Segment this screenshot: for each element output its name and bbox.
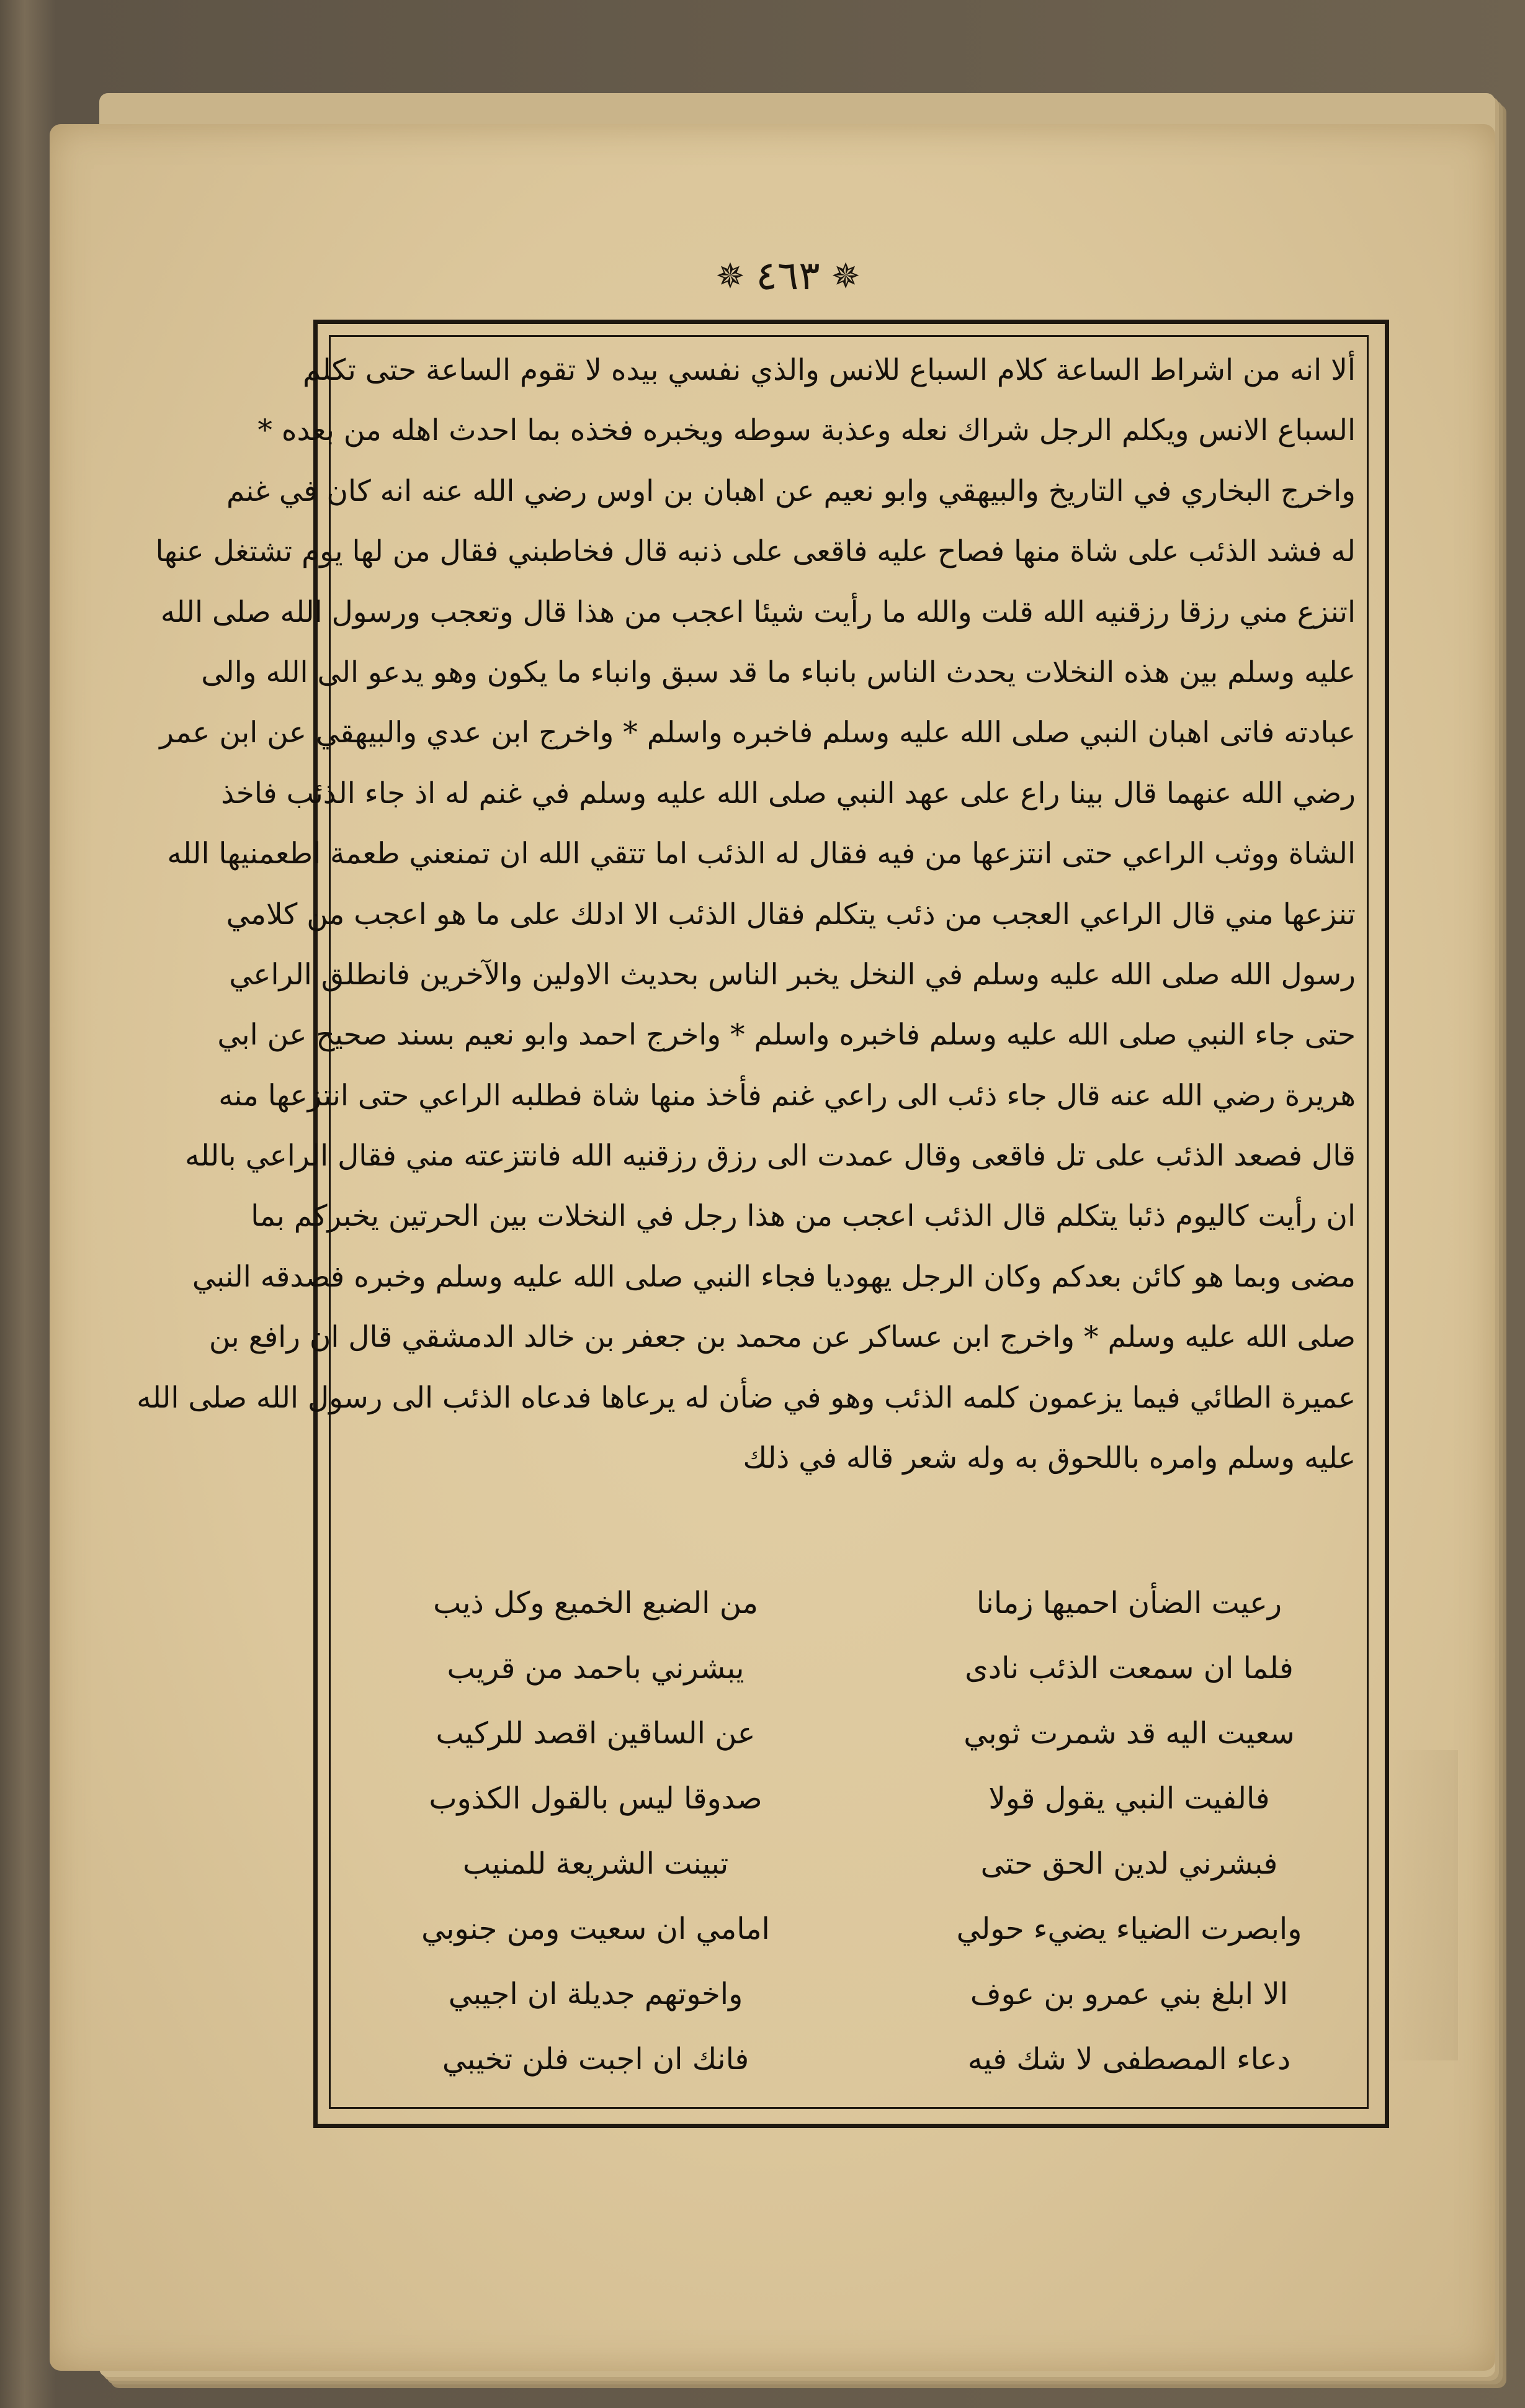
text-line: تنزعها مني قال الراعي العجب من ذئب يتكلم فقال الذئب الا ادلك على ما هو اعجب من كلامي <box>226 897 1356 932</box>
poem-hemistich-second: امامي ان سعيت ومن جنوبي <box>421 1911 770 1946</box>
poem-couplet <box>372 1831 1353 1896</box>
text-line: رضي الله عنهما قال بينا راع على عهد النبي صلى الله عليه وسلم في غنم له اذ جاء الذئب فاخذ <box>221 776 1356 811</box>
text-line: عليه وسلم وامره باللحوق به وله شعر قاله في ذلك <box>743 1441 1356 1476</box>
poem-hemistich-first: الا ابلغ بني عمرو بن عوف <box>970 1976 1289 2011</box>
poem-hemistich-first: سعيت اليه قد شمرت ثوبي <box>964 1715 1295 1751</box>
page-header <box>658 242 918 310</box>
poem-hemistich-first: رعيت الضأن احميها زمانا <box>976 1585 1282 1620</box>
text-line: مضى وبما هو كائن بعدكم وكان الرجل يهوديا فجاء النبي صلى الله عليه وسلم وخبره فصدقه النبي <box>192 1259 1356 1294</box>
poem-couplet <box>372 1961 1353 2026</box>
poem-couplet <box>372 1896 1353 1961</box>
poem-block <box>372 1570 1353 2091</box>
prose-text-block <box>136 340 1356 1488</box>
poem-couplet <box>372 1570 1353 1635</box>
text-line: السباع الانس ويكلم الرجل شراك نعله وعذبة سوطه ويخبره فخذه بما احدث اهله من بعده * <box>257 413 1356 448</box>
poem-hemistich-second: من الضبع الخميع وكل ذيب <box>433 1585 758 1620</box>
poem-hemistich-first: فالفيت النبي يقول قولا <box>988 1781 1270 1816</box>
text-line: اتنزع مني رزقا رزقنيه الله قلت والله ما رأيت شيئا اعجب من هذا قال وتعجب ورسول الله صلى الله <box>160 595 1356 629</box>
poem-hemistich-first: فبشرني لدين الحق حتى <box>980 1846 1278 1881</box>
poem-couplet <box>372 1635 1353 1700</box>
text-line: عليه وسلم بين هذه النخلات يحدث الناس بانباء ما قد سبق وانباء ما يكون وهو يدعو الى الله والى <box>201 655 1356 690</box>
page-margin-shadow <box>1384 1750 1458 2060</box>
text-line: الشاة ووثب الراعي حتى انتزعها من فيه فقال له الذئب اما تتقي الله ان تمنعني طعمة اطعمنيها الله <box>167 837 1356 871</box>
text-line: ان رأيت كاليوم ذئبا يتكلم قال الذئب اعجب من هذا رجل في النخلات بين الحرتين يخبركم بما <box>251 1199 1356 1234</box>
poem-hemistich-second: تبينت الشريعة للمنيب <box>462 1846 729 1881</box>
poem-couplet <box>372 1700 1353 1766</box>
text-line: هريرة رضي الله عنه قال جاء ذئب الى راعي غنم فأخذ منها شاة فطلبه الراعي حتى انتزعها منه <box>218 1078 1356 1113</box>
ornament-icon: ✵ <box>715 256 745 297</box>
poem-hemistich-second: صدوقا ليس بالقول الكذوب <box>429 1781 762 1816</box>
poem-couplet <box>372 1766 1353 1831</box>
text-line: رسول الله صلى الله عليه وسلم في النخل يخبر الناس بحديث الاولين والآخرين فانطلق الراعي <box>229 957 1356 992</box>
poem-couplet <box>372 2026 1353 2091</box>
text-line: قال فصعد الذئب على تل فاقعى وقال عمدت الى رزق رزقنيه الله فانتزعته مني فقال الراعي بالله <box>185 1139 1356 1174</box>
text-line: حتى جاء النبي صلى الله عليه وسلم فاخبره واسلم * واخرج احمد وابو نعيم بسند صحيح عن ابي <box>217 1018 1356 1053</box>
poem-hemistich-second: فانك ان اجبت فلن تخيبي <box>442 2041 749 2077</box>
poem-hemistich-second: واخوتهم جديلة ان اجيبي <box>448 1976 743 2011</box>
text-line: ألا انه من اشراط الساعة كلام السباع للانس والذي نفسي بيده لا تقوم الساعة حتى تكلم <box>302 353 1356 387</box>
ornament-icon: ✵ <box>831 256 861 297</box>
poem-hemistich-first: دعاء المصطفى لا شك فيه <box>967 2041 1291 2077</box>
text-line: صلى الله عليه وسلم * واخرج ابن عساكر عن محمد بن جعفر بن خالد الدمشقي قال ان رافع بن <box>208 1320 1356 1355</box>
text-line: عميرة الطائي فيما يزعمون كلمه الذئب وهو في ضأن له يرعاها فدعاه الذئب الى رسول الله صلى الله <box>136 1380 1356 1415</box>
text-line: عبادته فاتى اهبان النبي صلى الله عليه وسلم فاخبره واسلم * واخرج ابن عدي والبيهقي عن ابن عمر <box>159 716 1356 750</box>
poem-hemistich-second: يبشرني باحمد من قريب <box>447 1650 745 1686</box>
page-number: ٤٦٣ <box>756 253 820 299</box>
text-line: له فشد الذئب على شاة منها فصاح عليه فاقعى على ذنبه قال فخاطبني فقال من لها يوم تشتغل عنها <box>155 534 1356 569</box>
poem-hemistich-first: فلما ان سمعت الذئب نادى <box>965 1650 1294 1686</box>
text-line: واخرج البخاري في التاريخ والبيهقي وابو نعيم عن اهبان بن اوس رضي الله عنه انه كان في غنم <box>226 474 1356 508</box>
poem-hemistich-first: وابصرت الضياء يضيء حولي <box>956 1911 1302 1946</box>
poem-hemistich-second: عن الساقين اقصد للركيب <box>436 1715 756 1751</box>
